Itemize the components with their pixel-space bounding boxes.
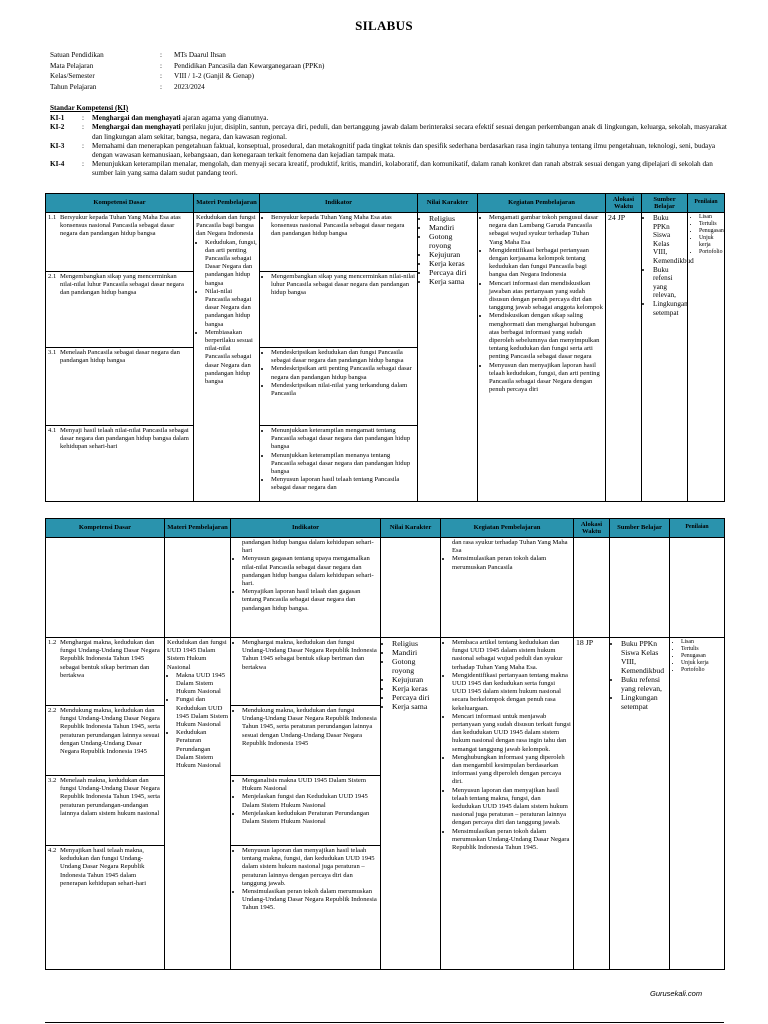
indikator-cell: pandangan hidup bangsa dalam kehidupan sehari-hari • Menyusun gagasan tentang upaya mengamalkan nilai-nilai Pancasila sebagai dasar negara dan pandangan hidup bangsa dalam kehidupan sehari-hari. • Menyajikan laporan hasil telaah dan gagasan tentang Pancasila sebagai dasar negara dan pandangan hidup bangsa. (231, 538, 381, 638)
page-title: SILABUS (355, 18, 413, 33)
kd-cell (46, 538, 165, 638)
identity-label: Tahun Pelajaran (50, 82, 97, 91)
identity-block (50, 50, 324, 92)
identity-row: Mata Pelajaran : Pendidikan Pancasila dan Kewarganegaraan (PPKn) (50, 61, 325, 70)
identity-label: Satuan Pendidikan (50, 51, 104, 59)
header-materi: Materi Pembelajaran (165, 519, 231, 538)
table-header-row (46, 519, 725, 538)
ki-heading: Standar Kompetensi (KI) (50, 104, 129, 112)
identity-row: Tahun Pelajaran : 2023/2024 (50, 82, 205, 91)
header-kegiatan: Kegiatan Pembelajaran (441, 519, 574, 538)
materi-cell (165, 538, 231, 638)
alokasi-cell: 24 JP (606, 213, 642, 502)
nilai-cell (381, 538, 441, 638)
kd-cell: 2.1 Mengembangkan sikap yang mencerminkan nilai-nilai luhur Pancasila sebagai dasar negara dan pandangan hidup bangsa (46, 272, 194, 348)
header-alokasi: Alokasi Waktu (606, 194, 642, 213)
ki-item: KI-1 : Menghargai dan menghayati ajaran agama yang dianutnya. (50, 114, 269, 123)
ki-item: KI-2 : Menghargai dan menghayati perilaku jujur, disiplin, santun, percaya diri, peduli, dan bertanggung jawab dalam berinteraksi secara efektif sesuai dengan perkembangan anak di lingkungan, keluarga, sekolah, masyarakat dan lingkungan alam sekitar, bangsa, negara, dan kawasan regional. (50, 123, 727, 141)
header-indikator: Indikator (260, 194, 418, 213)
header-nilai: Nilai Karakter (381, 519, 441, 538)
kd-cell: 3.1 Menelaah Pancasila sebagai dasar negara dan pandangan hidup bangsa (46, 348, 194, 426)
syllabus-table-1 (45, 193, 725, 502)
identity-row: Satuan Pendidikan : MTs Daarul Ihsan (50, 51, 226, 59)
kd-cell: 3.2 Menelaah makna, kedudukan dan fungsi Undang-Undang Dasar Negara Republik Indonesia Tahun 1945, serta peraturan perundangan-undangan lainnya dalam sistem hukum nasional (46, 776, 165, 846)
kd-cell: 4.2 Menyajikan hasil telaah makna, kedudukan dan fungsi Undang-Undang Dasar Negara Republik Indonesia Tahun 1945 dalam penerapan kehidupan sehari-hari (46, 846, 165, 970)
sumber-cell (610, 538, 670, 638)
identity-value: 2023/2024 (174, 82, 205, 91)
header-sumber: Sumber Belajar (642, 194, 688, 213)
ki-item: KI-3 : Memahami dan menerapkan pengetahuan faktual, konseptual, prosedural, dan metakognitif pada tingkat teknis dan spesifik sederhana berdasarkan rasa ingin tahunya tentang ilmu pengetahuan, teknologi, seni, budaya dengan wawasan kemanusiaan, kebangsaan, dan kenegaraan terkait fenomena dan kejadian tampak mata. (50, 141, 716, 160)
indikator-cell: • Menyusun laporan dan menyajikan hasil telaah tentang makna, fungsi, dan kedudukan UUD 1945 dalam sistem hukum nasional juga peraturan – peraturan lainnya dengan percaya diri dan tanggung jawab. • Mensimulasikan peran tokoh dalam merumuskan Undang-Undang Dasar Negara Republik Indonesia Tahun 1945. (231, 846, 381, 970)
identity-value: VIII / 1-2 (Ganjil & Genap) (174, 72, 255, 80)
bottom-rule (45, 1022, 724, 1023)
table-row (46, 638, 725, 706)
nilai-cell: • Religius • Mandiri • Gotong royong • Kejujuran • Kerja keras • Percaya diri • Kerja sama (381, 638, 441, 970)
alokasi-cell: 18 JP (574, 638, 610, 970)
materi-cell: Kedudukan dan fungsi Pancasila bagi bangsa dan Negara Indonesia • Kedudukan, fungsi, dan arti penting Pancasila sebagai Dasar Negara dan pandangan hidup bangsa • Nilai-nilai Pancasila sebagai dasar Negara dan pandangan hidup bangsa • Membiasakan berperilaku sesuai nilai-nilai Pancasila sebagai dasar Negara dan pandangan hidup bangsa (194, 213, 260, 502)
kegiatan-cell: • Membaca artikel tentang kedudukan dan fungsi UUD 1945 dalam sistem hukum nasional sebagai wujud peduli dan syukur terhadap Tuhan Yang Maha Esa. • Mengidentifikasi pertanyaan tentang makna UUD 1945 dan kedudukan serta fungsi UUD 1945 dalam sistem hukum nasional secara berkelompok dengan penuh rasa kekeluargaan. • Mencari informasi untuk menjawab pertanyaan yang sudah disusun terkait fungsi dan kedudukan UUD 1945 dalam sistem hukum nasional dengan rasa ingin tahu dan semangat tanggung jawab kelompok. • Menghubungkan informasi yang diperoleh dan mengambil kesimpulan berdasarkan informasi yang diperoleh dengan percaya diri. • Menyusun laporan dan menyajikan hasil telaah tentang makna, fungsi, dan kedudukan UUD 1945 dalam sistem hukum nasional juga peraturan – peraturan lainnya dengan percaya diri dan tanggung jawab. • Mensimulasikan peran tokoh dalam merumuskan Undang-Undang Dasar Negara Republik Indonesia Tahun 1945. (441, 638, 574, 970)
kd-cell: 1.1 Bersyukur kepada Tuhan Yang Maha Esa atas konsensus nasional Pancasila sebagai dasar negara dan pandangan hidup bangsa (46, 213, 194, 272)
nilai-cell: • Religius • Mandiri • Gotong royong • Kejujuran • Kerja keras • Percaya diri • Kerja sama (418, 213, 478, 502)
penilaian-cell: • Lisan • Tertulis • Penugasan • Unjuk kerja • Portofolio (688, 213, 725, 502)
identity-label: Mata Pelajaran (50, 61, 94, 70)
header-kd: Kompetensi Dasar (46, 519, 165, 538)
kegiatan-cell: • Mengamati gambar tokoh pengusul dasar negara dan Lambang Garuda Pancasila sebagai wujud syukur terhadap Tuhan Yang Maha Esa • Mengidentifikasi berbagai pertanyaan dengan kerjasama kelompok tentang kedudukan dan fungsi Pancasila bagi bangsa dan Negara Indonesia • Mencari informasi dan mendiskusikan jawaban atas pertanyaan yang sudah disusun dengan penuh percaya diri dan tanggung jawab sebagai anggota kelompok • Mendiskusikan dengan sikap saling menghormati dan menghargai hubungan atas berbagai informasi yang sudah diperoleh sebelumnya dan menyimpulkan tentang kedudukan dan fungsi serta arti penting Pancasila sebagai dasar negara • Menyusun dan menyajikan laporan hasil telaah kedudukan, fungsi, dan arti penting Pancasila sebagai dasar Negara dengan penuh percaya diri (478, 213, 606, 502)
core-competence-block (50, 104, 730, 179)
syllabus-table-2 (45, 518, 725, 970)
kd-cell: 2.2 Mendukung makna, kedudukan dan fungsi Undang-Undang Dasar Negara Republik Indonesia Tahun 1945, serta peraturan perundangan lainnya sesuai dengan Undang-Undang Dasar Negara Republik Indonesia 1945 (46, 706, 165, 776)
identity-label: Kelas/Semester (50, 72, 95, 80)
indikator-cell: • Menganalisis makna UUD 1945 Dalam Sistem Hukum Nasional • Menjelaskan fungsi dan Kedudukan UUD 1945 Dalam Sistem Hukum Nasional • Menjelaskan kedudukan Peraturan Perundangan Dalam Sistem Hukum Nasional (231, 776, 381, 846)
indikator-cell: • Mendeskripsikan kedudukan dan fungsi Pancasila sebagai dasar negara dan pandangan hidup bangsa • Mendeskripsikan arti penting Pancasila sebagai dasar negara dan pandangan hidup bangsa • Mendeskripsikan nilai-nilai yang terkandung dalam Pancasila (260, 348, 418, 426)
indikator-cell: • Menunjukkan keterampilan mengamati tentang Pancasila sebagai dasar negara dan pandangan hidup bangsa • Menunjukkan keterampilan menanya tentang Pancasila sebagai dasar negara dan pandangan hidup bangsa • Menyusun laporan hasil telaah tentang Pancasila sebagai dasar negara dan (260, 426, 418, 502)
header-penilaian: Penilaian (688, 194, 725, 213)
kd-cell: 1.2 Menghargai makna, kedudukan dan fungsi Undang-Undang Dasar Negara Republik Indonesia Tahun 1945 sebagai bentuk sikap beriman dan bertakwa (46, 638, 165, 706)
indikator-cell: • Bersyukur kepada Tuhan Yang Maha Esa atas konsensus nasional Pancasila sebagai dasar negara dan pandangan hidup bangsa (260, 213, 418, 272)
materi-cell: Kedudukan dan fungsi UUD 1945 Dalam Sistem Hukum Nasional • Makna UUD 1945 Dalam Sistem Hukum Nasional • Fungsi dan Kedudukan UUD 1945 Dalam Sistem Hukum Nasional • Kedudukan Peraturan Perundangan Dalam Sistem Hukum Nasional (165, 638, 231, 970)
identity-value: Pendidikan Pancasila dan Kewarganegaraan (PPKn) (174, 61, 325, 70)
indikator-cell: • Menghargai makna, kedudukan dan fungsi Undang-Undang Dasar Negara Republik Indonesia Tahun 1945 sebagai bentuk sikap beriman dan bertakwa (231, 638, 381, 706)
header-alokasi: Alokasi Waktu (574, 519, 610, 538)
kegiatan-cell: dan rasa syukur terhadap Tuhan Yang Maha Esa • Mensimulasikan peran tokoh dalam merumuskan Pancasila (441, 538, 574, 638)
table-header-row (46, 194, 725, 213)
header-kd: Kompetensi Dasar (46, 194, 194, 213)
header-kegiatan: Kegiatan Pembelajaran (478, 194, 606, 213)
penilaian-cell (670, 538, 725, 638)
header-indikator: Indikator (231, 519, 381, 538)
penilaian-cell: • Lisan • Tertulis • Penugasan • Unjuk kerja • Portofolio (670, 638, 725, 970)
header-sumber: Sumber Belajar (610, 519, 670, 538)
sumber-cell: • Buku PPKn Siswa Kelas VIII, Kemendikbud • Buku refensi yang relevan, • Lingkungan setempat (610, 638, 670, 970)
alokasi-cell (574, 538, 610, 638)
header-nilai: Nilai Karakter (418, 194, 478, 213)
identity-row: Kelas/Semester : VIII / 1-2 (Ganjil & Genap) (50, 72, 255, 80)
header-penilaian: Penilaian (670, 519, 725, 538)
indikator-cell: • Mendukung makna, kedudukan dan fungsi Undang-Undang Dasar Negara Republik Indonesia Tahun 1945, serta peraturan perundangan lainnya sesuai dengan Undang-Undang Dasar Negara Republik Indonesia 1945 (231, 706, 381, 776)
footer-watermark: Gurusekali.com (650, 989, 703, 998)
table-row (46, 213, 725, 272)
indikator-cell: • Mengembangkan sikap yang mencerminkan nilai-nilai luhur Pancasila sebagai dasar negara dan pandangan hidup bangsa (260, 272, 418, 348)
header-materi: Materi Pembelajaran (194, 194, 260, 213)
sumber-cell: • Buku PPKn Siswa Kelas VIII, Kemendikbud • Buku refensi yang relevan, • Lingkungan setempat (642, 213, 688, 502)
table-row (46, 538, 725, 638)
identity-value: MTs Daarul Ihsan (174, 51, 226, 59)
ki-item: KI-4 : Menunjukkan keterampilan menalar, mengolah, dan menyaji secara kreatif, produktif, kritis, mandiri, kolaboratif, dan komunikatif, dalam ranah konkret dan ranah abstrak sesuai dengan yang dipelajari di sekolah dan sumber lain yang sama dalam sudut pandang teori. (50, 160, 713, 178)
kd-cell: 4.1 Menyaji hasil telaah nilai-nilai Pancasila sebagai dasar negara dan pandangan hidup bangsa dalam kehidupan sehari-hari (46, 426, 194, 502)
